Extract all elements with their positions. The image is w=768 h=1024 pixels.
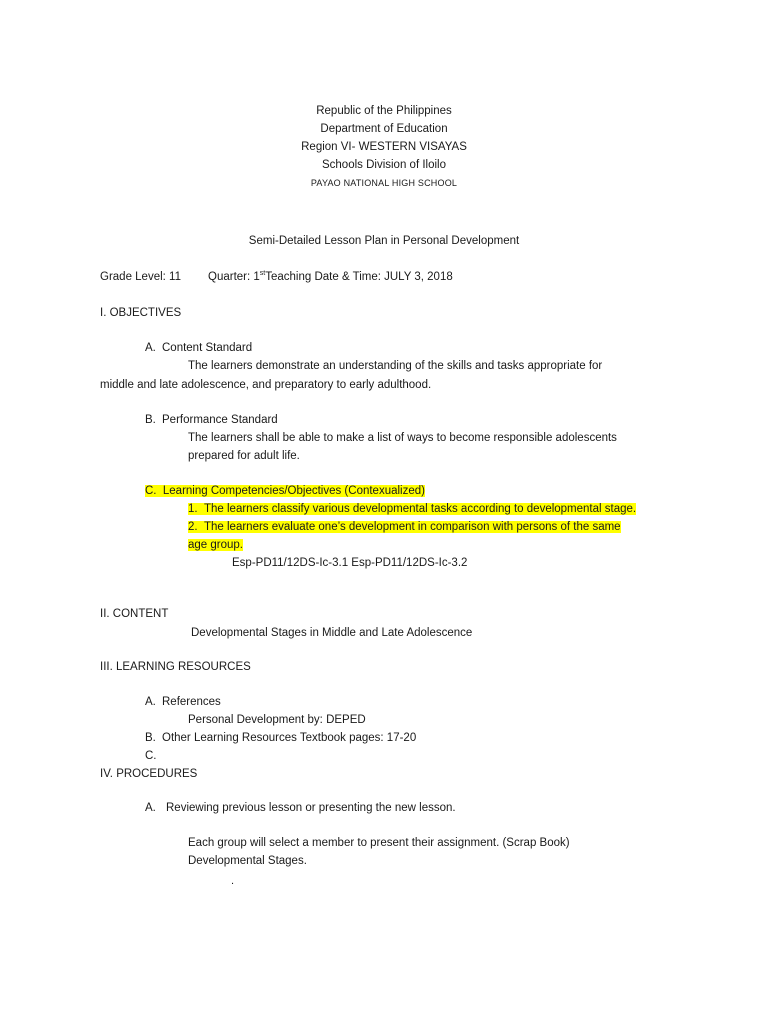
- resource-a-label: A.: [145, 696, 156, 708]
- procedure-a-text-1: Each group will select a member to present their assignment. (Scrap Book): [188, 837, 570, 849]
- procedure-a-text-2: Developmental Stages.: [188, 855, 307, 867]
- learning-competencies-title: Learning Competencies/Objectives (Contexualized): [162, 485, 425, 497]
- header-republic: Republic of the Philippines: [316, 105, 452, 117]
- references-text: Personal Development by: DEPED: [188, 714, 366, 726]
- other-resources-text: Other Learning Resources Textbook pages: 17-20: [162, 732, 417, 744]
- resource-b-label: B.: [145, 732, 156, 744]
- objective-a-label: A.: [145, 342, 156, 354]
- competency-2: 2. The learners evaluate one’s development in comparison with persons of the same: [188, 521, 621, 533]
- document-title: Semi-Detailed Lesson Plan in Personal Development: [248, 235, 520, 247]
- references-title: References: [162, 696, 221, 708]
- competency-1: 1. The learners classify various developmental tasks according to developmental stage.: [188, 503, 637, 515]
- header-region: Region VI- WESTERN VISAYAS: [301, 141, 467, 153]
- header-school: PAYAO NATIONAL HIGH SCHOOL: [310, 178, 458, 188]
- content-standard-text-2: middle and late adolescence, and preparatory to early adulthood.: [100, 379, 432, 391]
- header-division: Schools Division of Iloilo: [321, 159, 446, 171]
- performance-standard-text-1: The learners shall be able to make a list of ways to become responsible adolescents: [188, 432, 617, 444]
- performance-standard-text-2: prepared for adult life.: [188, 450, 300, 462]
- content-heading: II. CONTENT: [100, 608, 169, 620]
- stray-dot: .: [231, 875, 235, 887]
- competency-2-continued: age group.: [188, 539, 243, 551]
- objective-b-label: B.: [145, 414, 156, 426]
- header-department: Department of Education: [320, 123, 448, 135]
- objective-c-row: [145, 484, 425, 499]
- procedure-a-label: A.: [145, 802, 156, 814]
- grade-level: Grade Level: 11: [100, 271, 181, 283]
- quarter-info: Quarter: 1stTeaching Date & Time: JULY 3, 2018: [208, 270, 453, 283]
- resource-c-label: C.: [145, 750, 157, 762]
- procedure-a-title: Reviewing previous lesson or presenting the new lesson.: [166, 802, 456, 814]
- performance-standard-title: Performance Standard: [162, 414, 278, 426]
- quarter-superscript: st: [259, 270, 266, 278]
- competency-codes: Esp-PD11/12DS-Ic-3.1 Esp-PD11/12DS-Ic-3.2: [232, 557, 468, 569]
- content-text: Developmental Stages in Middle and Late Adolescence: [191, 627, 473, 639]
- content-standard-title: Content Standard: [162, 342, 253, 354]
- resources-heading: III. LEARNING RESOURCES: [100, 661, 251, 673]
- objectives-heading: I. OBJECTIVES: [100, 307, 182, 319]
- procedures-heading: IV. PROCEDURES: [100, 768, 198, 780]
- objective-c-label: C.: [145, 485, 157, 497]
- content-standard-text-1: The learners demonstrate an understanding of the skills and tasks appropriate for: [188, 360, 603, 372]
